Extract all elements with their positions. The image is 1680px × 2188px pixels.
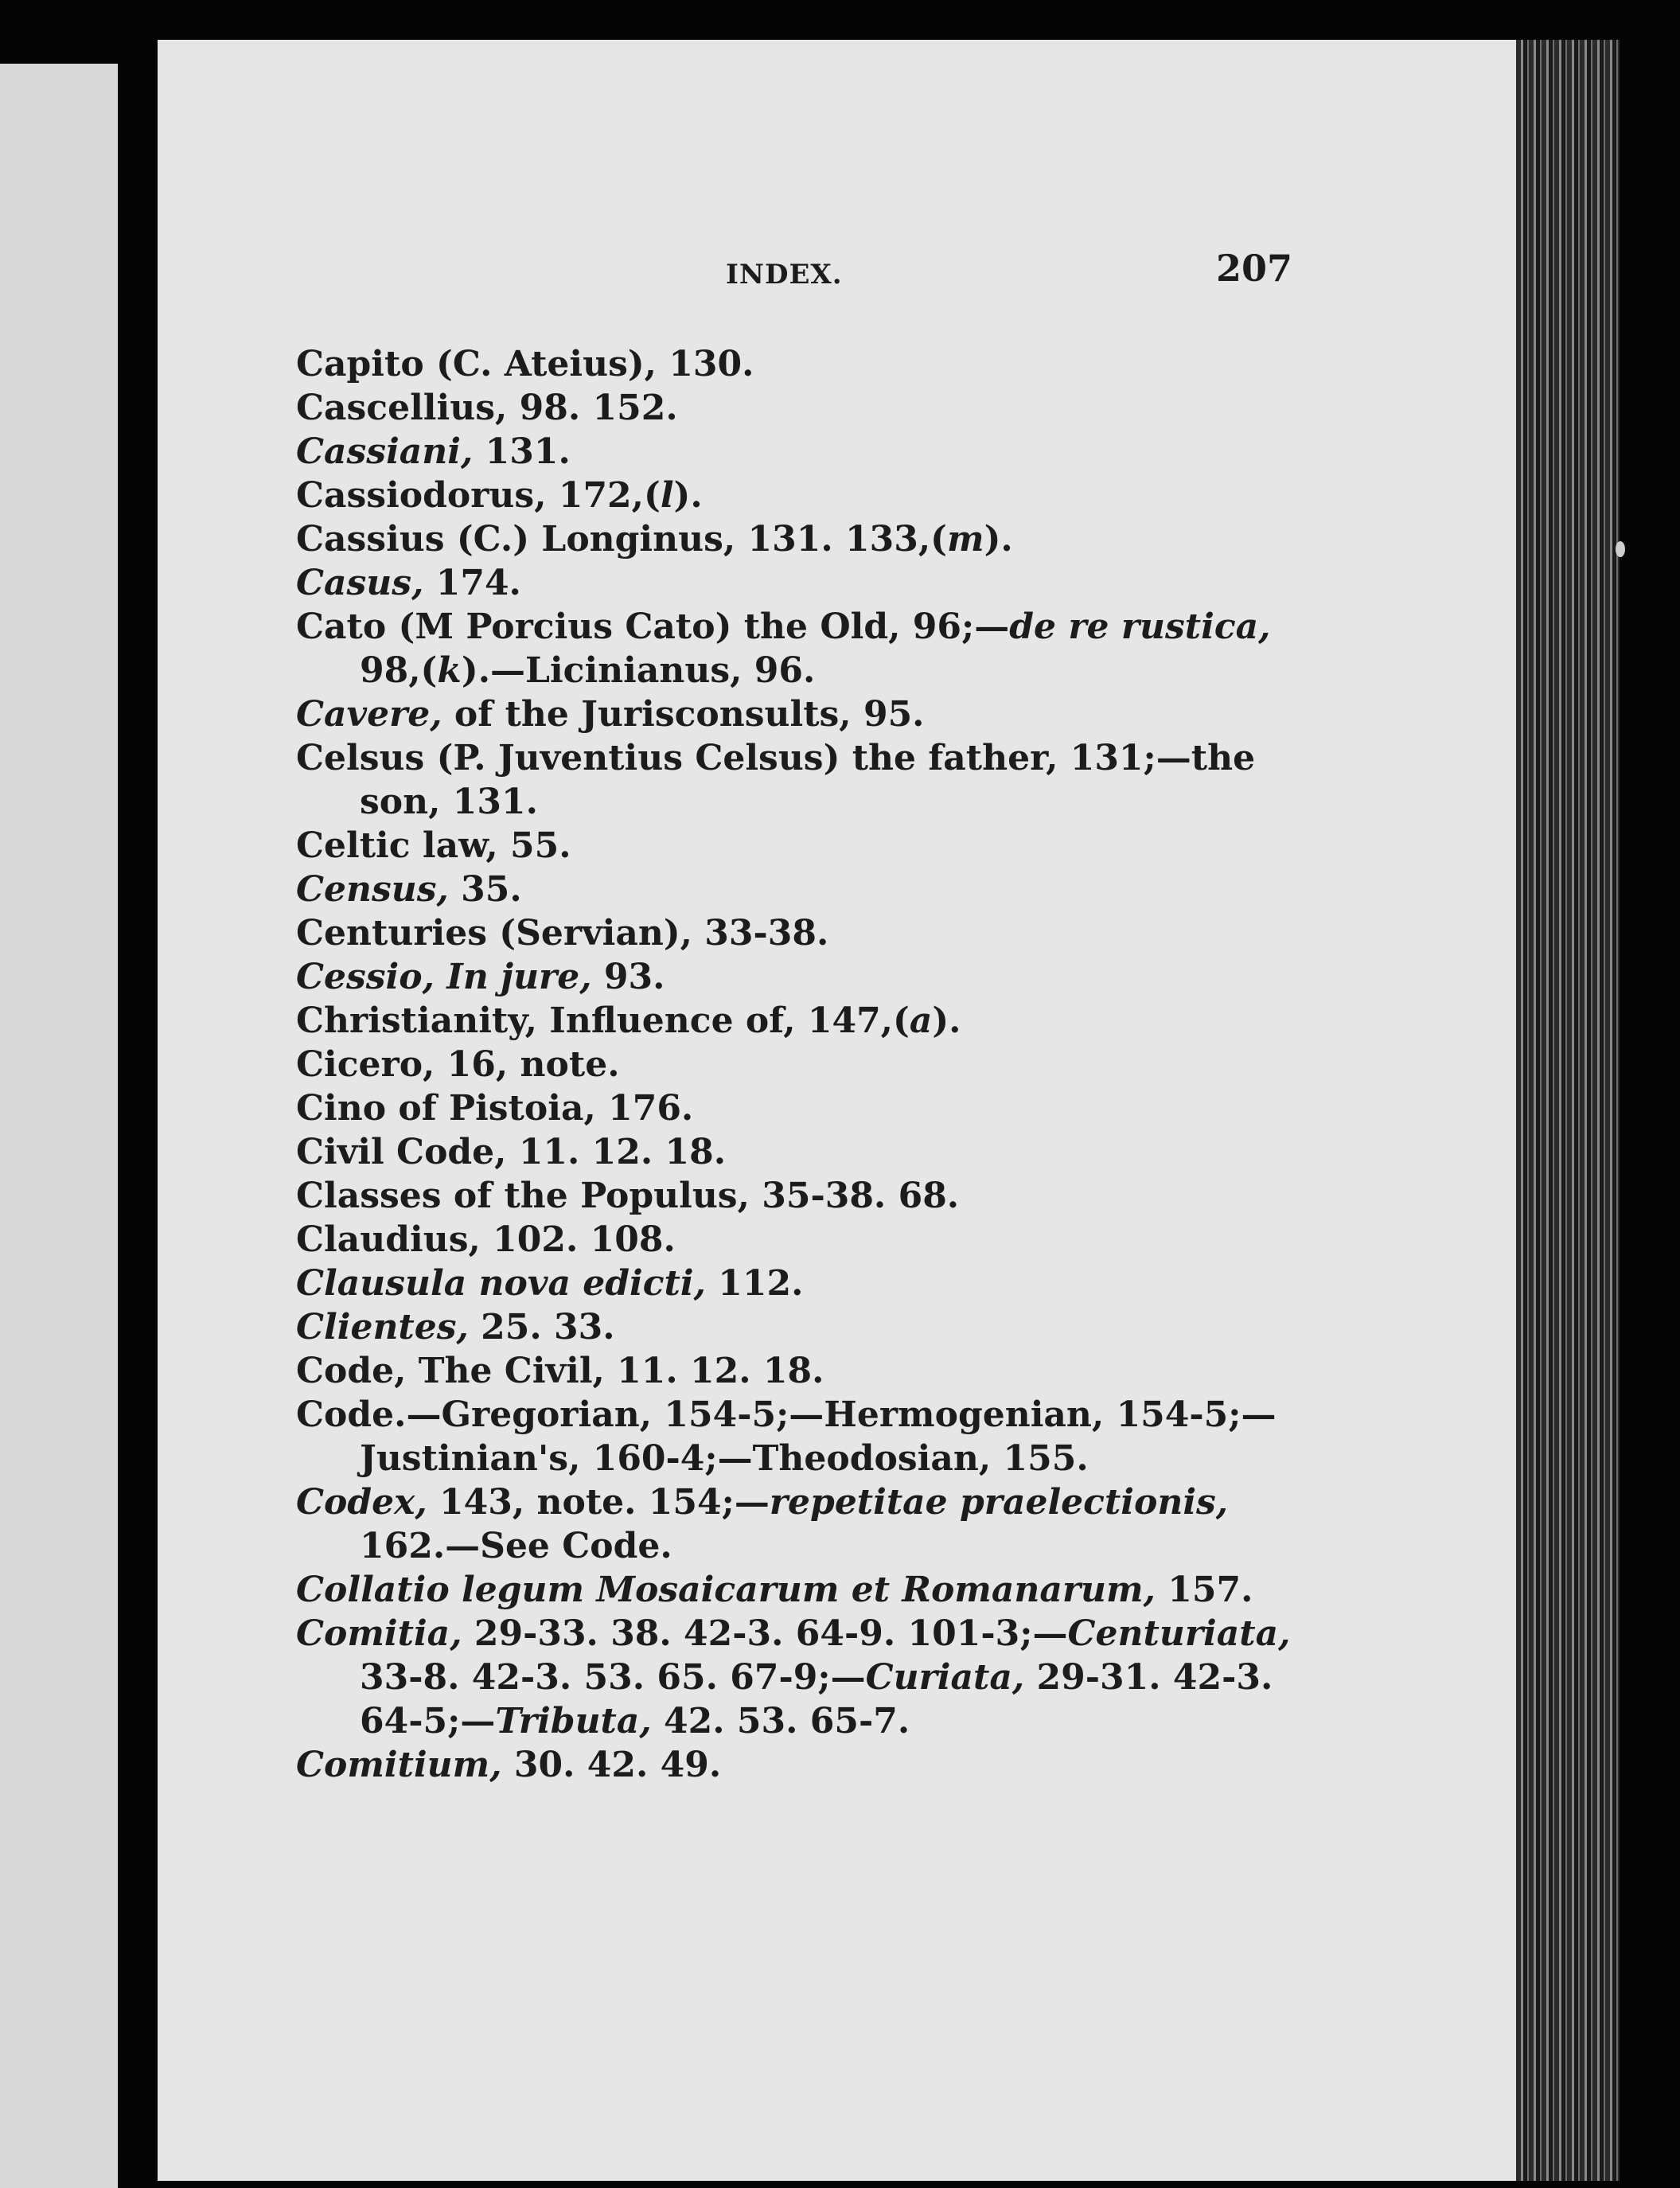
index-entry: [296, 430, 1291, 474]
italic-term: Curiata,: [865, 1657, 1025, 1698]
italic-term: Cavere,: [296, 694, 442, 735]
italic-term: Clientes,: [296, 1307, 469, 1348]
italic-term: Centuriata,: [1067, 1613, 1291, 1654]
entry-text: Cicero, 16, note.: [296, 1044, 620, 1085]
italic-term: Clausula nova edicti,: [296, 1263, 706, 1304]
entry-text: 174.: [423, 563, 521, 603]
entry-text: Cassiodorus, 172,(: [296, 475, 661, 516]
italic-term: de re rustica,: [1009, 606, 1271, 647]
entry-text: Cato (M Porcius Cato) the Old, 96;—: [296, 606, 1010, 647]
index-entry: [296, 1349, 1291, 1393]
index-entry: [296, 911, 1291, 955]
index-entry: [296, 736, 1291, 824]
entry-text: 131.: [473, 431, 571, 472]
index-entry: [296, 1393, 1291, 1480]
italic-term: Cessio, In jure,: [296, 957, 592, 997]
index-entry: [296, 605, 1291, 692]
index-entry: [296, 386, 1291, 430]
index-entry: [296, 1086, 1291, 1130]
italic-term: l: [660, 475, 674, 516]
entry-text: ).: [673, 475, 703, 516]
page-number: 207: [1216, 247, 1293, 290]
index-entry: [296, 1612, 1291, 1743]
entry-text: Cino of Pistoia, 176.: [296, 1088, 694, 1129]
entry-text: Christianity, Influence of, 147,(: [296, 1000, 910, 1041]
index-entry: [296, 955, 1291, 999]
entry-text: 25. 33.: [468, 1307, 615, 1348]
italic-term: Comitia,: [296, 1613, 462, 1654]
index-entry: [296, 1218, 1291, 1262]
entry-text: Classes of the Populus, 35-38. 68.: [296, 1176, 960, 1216]
italic-term: Casus,: [296, 563, 424, 603]
index-entry: [296, 999, 1291, 1043]
scan-speck: [1616, 541, 1625, 557]
index-entry: [296, 1743, 1291, 1787]
index-entry: [296, 1262, 1291, 1305]
index-entry: [296, 692, 1291, 736]
index-entry: [296, 342, 1291, 386]
entry-text: Celtic law, 55.: [296, 825, 571, 866]
entry-text: 143, note. 154;—: [427, 1482, 770, 1523]
italic-term: Collatio legum Mosaicarum et Romanarum,: [296, 1570, 1156, 1610]
index-entry-list: [296, 342, 1291, 1787]
entry-text: 93.: [591, 957, 665, 997]
italic-term: Codex,: [296, 1482, 427, 1523]
index-entry: [296, 1480, 1291, 1568]
entry-text: 29-31. 42-3. 64-5;—: [360, 1657, 1273, 1741]
entry-text: 157.: [1155, 1570, 1253, 1610]
index-entry: [296, 561, 1291, 605]
index-entry: [296, 868, 1291, 911]
entry-text: 98,(: [360, 650, 438, 691]
index-entry: [296, 824, 1291, 868]
index-entry: [296, 517, 1291, 561]
entry-text: 35.: [448, 869, 522, 910]
italic-term: k: [437, 650, 462, 691]
index-entry: [296, 1043, 1291, 1086]
italic-term: Census,: [296, 869, 449, 910]
entry-text: 30. 42. 49.: [501, 1745, 722, 1785]
entry-text: ).: [932, 1000, 961, 1041]
index-entry: [296, 1130, 1291, 1174]
italic-term: Comitium,: [296, 1745, 502, 1785]
entry-text: 162.—See Code.: [360, 1526, 672, 1566]
entry-text: Cascellius, 98. 152.: [296, 388, 678, 428]
entry-text: Code.—Gregorian, 154-5;—Hermogenian, 154-5;—Justinian's, 160-4;—Theodosian, 155.: [296, 1394, 1277, 1479]
entry-text: Cassius (C.) Longinus, 131. 133,(: [296, 519, 947, 560]
entry-text: 112.: [705, 1263, 804, 1304]
entry-text: Celsus (P. Juventius Celsus) the father, 131;—the son, 131.: [296, 738, 1256, 822]
italic-term: repetitae praelectionis,: [769, 1482, 1229, 1523]
italic-term: a: [909, 1000, 933, 1041]
italic-term: Tributa,: [495, 1701, 652, 1741]
italic-term: Cassiani,: [296, 431, 474, 472]
running-head: INDEX.: [726, 259, 843, 291]
facing-page-edge: [0, 64, 118, 2188]
italic-term: m: [947, 519, 984, 560]
entry-text: Code, The Civil, 11. 12. 18.: [296, 1351, 824, 1391]
entry-text: Centuries (Servian), 33-38.: [296, 913, 829, 954]
entry-text: 29-33. 38. 42-3. 64-9. 101-3;—: [462, 1613, 1068, 1654]
index-entry: [296, 1305, 1291, 1349]
entry-text: ).: [984, 519, 1013, 560]
index-entry: [296, 474, 1291, 517]
entry-text: Claudius, 102. 108.: [296, 1219, 676, 1260]
entry-text: of the Jurisconsults, 95.: [442, 694, 925, 735]
entry-text: Civil Code, 11. 12. 18.: [296, 1132, 727, 1172]
index-entry: [296, 1568, 1291, 1612]
index-entry: [296, 1174, 1291, 1218]
entry-text: 33-8. 42-3. 53. 65. 67-9;—: [360, 1657, 866, 1698]
entry-text: ).—Licinianus, 96.: [461, 650, 816, 691]
entry-text: 42. 53. 65-7.: [651, 1701, 910, 1741]
entry-text: Capito (C. Ateius), 130.: [296, 344, 754, 384]
page-stack-edges: [1516, 40, 1620, 2181]
